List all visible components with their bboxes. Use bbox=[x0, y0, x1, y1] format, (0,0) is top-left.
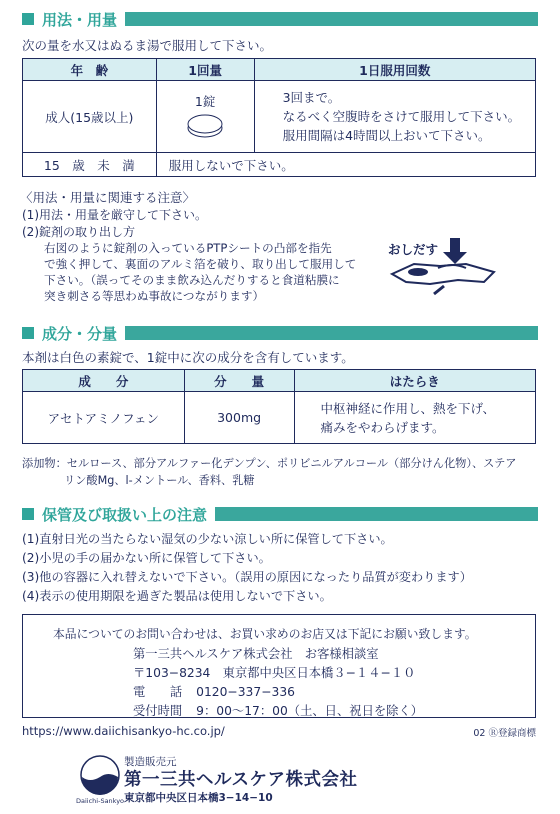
removal-text-line: 下さい。（誤ってそのまま飲み込んだりすると食道粘膜に bbox=[44, 273, 340, 287]
ingredients-header-function: はたらき bbox=[294, 370, 536, 392]
child-note: 服用しないで下さい。 bbox=[156, 153, 535, 177]
removal-text-line: 右図のように錠剤の入っているPTPシートの凸部を指先 bbox=[44, 241, 332, 255]
logo-text: Daiichi-Sankyo bbox=[76, 797, 125, 805]
dosage-table bbox=[22, 58, 536, 177]
adult-freq-cell bbox=[254, 81, 535, 153]
section-marker bbox=[22, 13, 34, 25]
contact-box bbox=[22, 614, 536, 718]
section-marker bbox=[22, 508, 34, 520]
ingredient-amount: 300mg bbox=[184, 392, 294, 444]
adult-freq-line: なるべく空腹時をさけて服用して下さい。 bbox=[282, 109, 521, 124]
additives-line: 添加物：セルロース、部分アルファー化デンプン、ポリビニルアルコール（部分けん化物）、ステア bbox=[22, 457, 517, 470]
push-out-figure bbox=[388, 236, 508, 302]
logo-mark-icon bbox=[80, 755, 120, 795]
contact-company: 第一三共ヘルスケア株式会社 お客様相談室 bbox=[133, 647, 379, 661]
phone-number: 0120−337−336 bbox=[196, 685, 295, 699]
additives-line: リン酸Mg、l-メントール、香料、乳糖 bbox=[64, 474, 255, 487]
removal-text bbox=[44, 240, 356, 304]
ingredient-function-line: 痛みをやわらげます。 bbox=[320, 419, 445, 435]
ingredients-table bbox=[22, 369, 536, 444]
dosage-notes-title: 〈用法・用量に関連する注意〉 bbox=[20, 190, 196, 205]
storage-heading: 保管及び取扱い上の注意 bbox=[42, 505, 208, 524]
storage-item: (2)小児の手の届かない所に保管して下さい。 bbox=[22, 551, 271, 565]
contact-phone-row bbox=[133, 682, 295, 700]
push-out-illustration bbox=[388, 236, 508, 302]
contact-address: 〒103−8234 東京都中央区日本橋３−１４−１０ bbox=[133, 666, 416, 680]
storage-section-header bbox=[22, 503, 538, 525]
adult-freq-line: 3回まで。 bbox=[282, 90, 341, 105]
section-bar bbox=[125, 12, 538, 26]
trademark-note bbox=[473, 725, 536, 739]
dosage-table-header-dose: 1回量 bbox=[156, 59, 254, 81]
ingredient-name: アセトアミノフェン bbox=[23, 392, 185, 444]
storage-item: (4)表示の使用期限を過ぎた製品は使用しないで下さい。 bbox=[22, 589, 332, 603]
website-url[interactable]: https://www.daiichisankyo-hc.co.jp/ bbox=[22, 724, 225, 738]
hours-label: 受付時間 bbox=[133, 704, 183, 718]
dosage-table-header-freq: 1日服用回数 bbox=[254, 59, 535, 81]
tablet-icon bbox=[185, 113, 225, 139]
dosage-note: (1)用法・用量を厳守して下さい。 bbox=[22, 208, 207, 222]
contact-hours-row bbox=[133, 701, 423, 719]
maker-label: 製造販売元 bbox=[124, 756, 177, 768]
phone-label: 電 話 bbox=[133, 685, 183, 699]
removal-text-line: 突き刺さる等思わぬ事故につながります） bbox=[44, 289, 265, 303]
company-logo bbox=[76, 755, 124, 813]
maker-name: 第一三共ヘルスケア株式会社 bbox=[124, 770, 358, 790]
hours-value: 9：00〜17：00（土、日、祝日を除く） bbox=[196, 704, 424, 718]
dosage-intro: 次の量を水又はぬるま湯で服用して下さい。 bbox=[22, 38, 273, 53]
section-bar bbox=[215, 507, 538, 521]
ingredients-section-header bbox=[22, 322, 538, 344]
contact-intro: 本品についてのお問い合わせは、お買い求めのお店又は下記にお願い致します。 bbox=[53, 627, 477, 641]
ingredients-header-amount: 分 量 bbox=[184, 370, 294, 392]
ingredients-intro: 本剤は白色の素錠で、1錠中に次の成分を含有しています。 bbox=[22, 350, 354, 365]
section-bar bbox=[125, 326, 538, 340]
adult-age-cell bbox=[23, 81, 157, 153]
storage-item: (3)他の容器に入れ替えないで下さい。（誤用の原因になったり品質が変わります） bbox=[22, 570, 472, 584]
section-marker bbox=[22, 327, 34, 339]
adult-freq-line: 服用間隔は4時間以上おいて下さい。 bbox=[282, 128, 491, 143]
dosage-table-header-age: 年 齢 bbox=[23, 59, 157, 81]
adult-dose: 1錠 bbox=[194, 93, 216, 109]
dosage-heading: 用法・用量 bbox=[42, 10, 118, 29]
child-age: 15 歳 未 満 bbox=[23, 153, 157, 177]
adult-dose-cell bbox=[156, 81, 254, 153]
code-number: 02 bbox=[473, 728, 486, 739]
dosage-note: (2)錠剤の取り出し方 bbox=[22, 225, 135, 239]
removal-text-line: で強く押して、裏面のアルミ箔を破り、取り出して服用して bbox=[44, 257, 357, 271]
storage-item: (1)直射日光の当たらない湿気の少ない涼しい所に保管して下さい。 bbox=[22, 532, 393, 546]
ingredient-function bbox=[294, 392, 536, 444]
ingredients-heading: 成分・分量 bbox=[42, 324, 118, 343]
storage-list bbox=[22, 530, 472, 606]
dosage-section-header bbox=[22, 8, 538, 30]
adult-age: 成人(15歳以上) bbox=[45, 109, 134, 125]
trademark-text: Ⓡ登録商標 bbox=[488, 728, 536, 739]
ingredient-function-line: 中枢神経に作用し、熱を下げ、 bbox=[320, 400, 496, 416]
push-out-label: おしだす bbox=[388, 242, 439, 257]
maker-address: 東京都中央区日本橋3−14−10 bbox=[124, 792, 273, 804]
additives bbox=[22, 455, 516, 489]
ingredients-header-name: 成 分 bbox=[23, 370, 185, 392]
table-row bbox=[23, 392, 536, 444]
